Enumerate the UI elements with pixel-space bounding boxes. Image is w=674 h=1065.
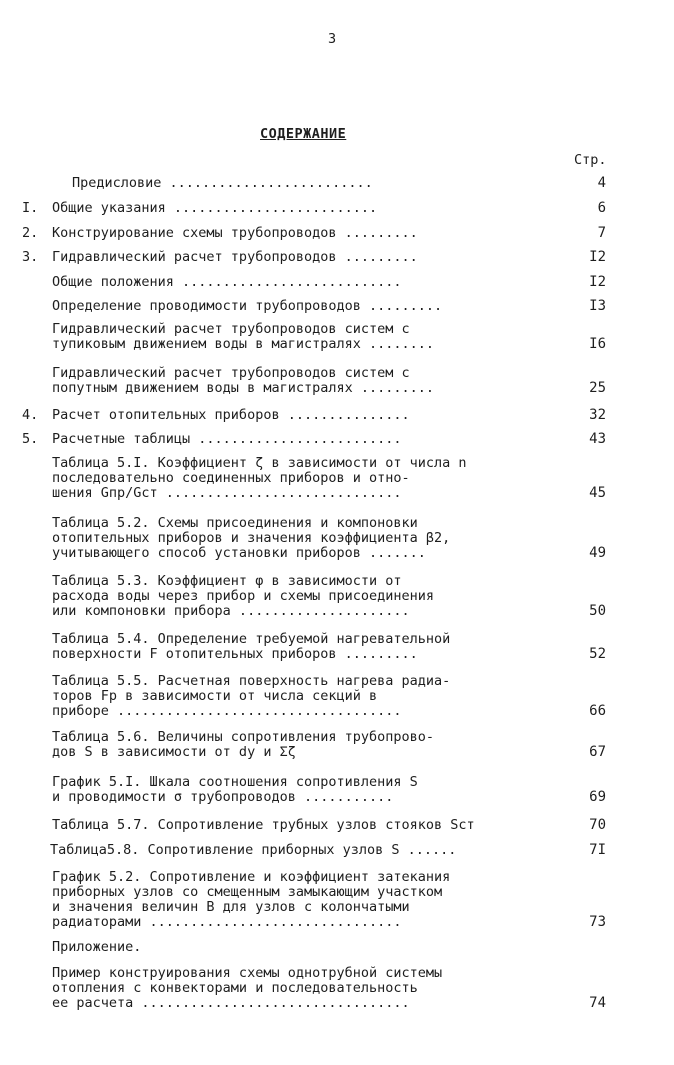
toc-entry-line: учитывающего способ установки приборов .......: [52, 545, 426, 561]
toc-entry-page: 6: [597, 200, 606, 216]
toc-entry-line: попутным движением воды в магистралях .........: [52, 380, 435, 396]
toc-entry-line: Таблица 5.I. Коэффициент ζ в зависимости от числа n: [52, 455, 467, 471]
toc-entry-line: График 5.I. Шкала соотношения сопротивления S: [52, 774, 418, 790]
toc-entry-text: [72, 176, 373, 191]
toc-entry-page: 7I: [589, 842, 606, 858]
toc-entry-page: 43: [589, 431, 606, 447]
toc-entry-text: [52, 201, 377, 216]
toc-entry-page: 32: [589, 407, 606, 423]
toc-entry-line: отопления с конвекторами и последовательность: [52, 980, 418, 996]
toc-entry-text: [52, 226, 418, 241]
toc-entry-line: шения Gпр/Gст .............................: [52, 485, 402, 501]
toc-entry-page: I6: [589, 336, 606, 352]
toc-entry-line: Общие указания .........................: [52, 200, 378, 216]
toc-entry-line: Расчетные таблицы .........................: [52, 431, 402, 447]
toc-entry-line: Расчет отопительных приборов ...............: [52, 407, 410, 423]
toc-entry-number: 5.: [22, 431, 39, 447]
toc-entry-line: дов S в зависимости от dу и Σζ: [52, 744, 296, 760]
toc-entry-line: тупиковым движением воды в магистралях ........: [52, 336, 435, 352]
toc-entry-line: отопительных приборов и значения коэффициента β2,: [52, 530, 451, 546]
toc-entry-text: [52, 574, 434, 619]
toc-entry-page: 52: [589, 646, 606, 662]
toc-entry-line: Таблица 5.3. Коэффициент φ в зависимости от: [52, 573, 402, 589]
toc-entry-line: приборных узлов со смещенным замыкающим участком: [52, 884, 443, 900]
toc-entry-line: радиаторами ...............................: [52, 914, 402, 930]
toc-entry-page: 50: [589, 603, 606, 619]
toc-entry-line: Гидравлический расчет трубопроводов систем с: [52, 321, 410, 337]
toc-entry-text: [52, 730, 434, 760]
toc-entry-line: торов Fр в зависимости от числа секций в: [52, 688, 378, 704]
toc-entry-line: Таблица 5.2. Схемы присоединения и компоновки: [52, 515, 418, 531]
toc-entry-line: или компоновки прибора .....................: [52, 603, 410, 619]
toc-entry-page: 73: [589, 914, 606, 930]
toc-entry-number: I.: [22, 200, 39, 216]
toc-entry-line: Общие положения ...........................: [52, 274, 402, 290]
toc-entry-page: 74: [589, 995, 606, 1011]
toc-entry-text: [52, 432, 402, 447]
toc-entry-number: 3.: [22, 249, 39, 265]
toc-entry-page: I3: [589, 298, 606, 314]
toc-entry-text: [52, 456, 467, 501]
toc-entry-text: [52, 275, 402, 290]
toc-entry-page: 66: [589, 703, 606, 719]
toc-entry-line: Гидравлический расчет трубопроводов .........: [52, 249, 418, 265]
toc-entry-page: 69: [589, 789, 606, 805]
toc-entry-page: 45: [589, 485, 606, 501]
toc-entry-text: [52, 870, 450, 930]
toc-entry-text: [52, 250, 418, 265]
toc-entry-line: Таблица 5.4. Определение требуемой нагревательной: [52, 631, 451, 647]
toc-entry-page: 49: [589, 545, 606, 561]
toc-entry-page: 25: [589, 380, 606, 396]
toc-entry-line: Таблица 5.6. Величины сопротивления трубопрово-: [52, 729, 435, 745]
toc-entry-line: Предисловие .........................: [72, 175, 373, 191]
toc-entry-line: поверхности F отопительных приборов .........: [52, 646, 418, 662]
toc-entry-text: [52, 299, 442, 314]
toc-entry-page: 70: [589, 817, 606, 833]
toc-entry-line: Приложение.: [52, 939, 142, 955]
toc-entry-line: Пример конструирования схемы однотрубной системы: [52, 965, 443, 981]
toc-entry-line: Гидравлический расчет трубопроводов систем с: [52, 365, 410, 381]
page-column-header: Стр.: [574, 152, 607, 168]
toc-entry-text: [52, 516, 450, 561]
toc-entry-line: и проводимости σ трубопроводов ...........: [52, 789, 394, 805]
toc-entry-line: и значения величин В для узлов с колончатыми: [52, 899, 410, 915]
toc-entry-number: 2.: [22, 225, 39, 241]
toc-entry-text: [52, 818, 475, 833]
toc-entry-line: расхода воды через прибор и схемы присоединения: [52, 588, 435, 604]
toc-entry-text: [52, 366, 434, 396]
toc-entry-page: 7: [597, 225, 606, 241]
toc-entry-text: [52, 322, 434, 352]
toc-entry-number: 4.: [22, 407, 39, 423]
toc-entry-line: Конструирование схемы трубопроводов .........: [52, 225, 418, 241]
toc-entry-line: приборе ...................................: [52, 703, 402, 719]
toc-entry-text: [52, 966, 442, 1011]
toc-entry-line: Определение проводимости трубопроводов .........: [52, 298, 443, 314]
toc-entry-text: [52, 632, 450, 662]
toc-entry-line: Таблица 5.7. Сопротивление трубных узлов стояков Sст: [52, 817, 475, 833]
toc-entry-text: [52, 775, 418, 805]
toc-entry-text: [52, 674, 450, 719]
toc-entry-line: График 5.2. Сопротивление и коэффициент затекания: [52, 869, 451, 885]
toc-entry-text: [52, 940, 141, 955]
toc-entry-line: ее расчета .................................: [52, 995, 410, 1011]
toc-entry-text: [52, 408, 410, 423]
toc-entry-line: Таблица5.8. Сопротивление приборных узлов S ......: [50, 842, 457, 858]
toc-entry-line: последовательно соединенных приборов и отно-: [52, 470, 410, 486]
page-title: СОДЕРЖАНИЕ: [260, 126, 347, 142]
toc-entry-page: 4: [597, 175, 606, 191]
toc-entry-page: I2: [589, 249, 606, 265]
toc-entry-text: [50, 843, 456, 858]
toc-entry-page: 67: [589, 744, 606, 760]
page-number: 3: [328, 31, 337, 47]
toc-entry-page: I2: [589, 274, 606, 290]
toc-entry-line: Таблица 5.5. Расчетная поверхность нагрева радиа-: [52, 673, 451, 689]
